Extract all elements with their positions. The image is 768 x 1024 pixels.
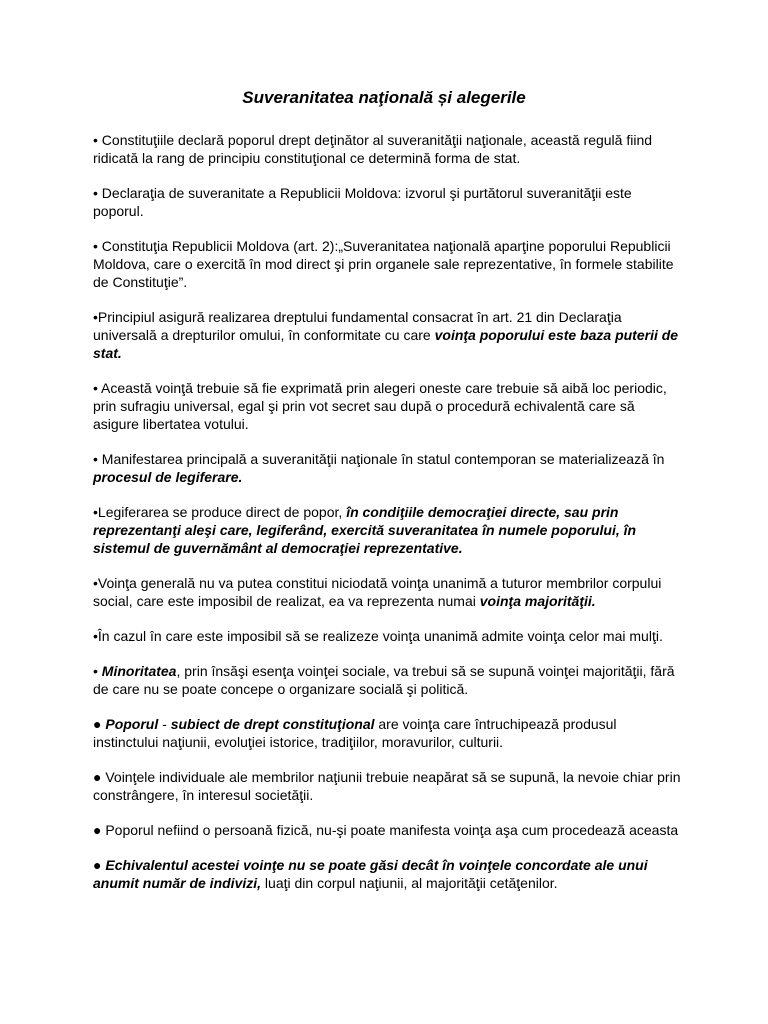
paragraph-text: ● Voinţele individuale ale membrilor naţiunii trebuie neapărat să se supună, la nevoie chiar prin constrângere, în interesul societăţii. [93, 769, 681, 803]
emphasis-text: Echivalentul acestei voinţe nu se poate găsi decât în voinţele concordate ale unui anumit număr de indivizi, [93, 857, 648, 891]
paragraph-text: • [93, 663, 102, 679]
emphasis-text: procesul de legiferare. [93, 469, 243, 485]
paragraph-text: , prin însăşi esenţa voinţei sociale, va trebui să se supună voinţei majorităţii, fără de care nu se poate concepe o organizare socială şi politică. [93, 663, 675, 697]
paragraph [93, 768, 683, 804]
document-body [93, 131, 683, 909]
paragraph [93, 715, 683, 751]
paragraph-text: • Manifestarea principală a suveranităţii naţionale în statul contemporan se materializează în [93, 451, 665, 467]
paragraph [93, 574, 683, 610]
paragraph-text: • Constituţia Republicii Moldova (art. 2):„Suveranitatea naţională aparţine poporului Republicii Moldova, care o exercită în mod direct şi prin organele sale reprezentative, în formele stabilite de Constituţie”. [93, 238, 674, 290]
paragraph-text: - [158, 716, 171, 732]
paragraph-text: •În cazul în care este imposibil să se realizeze voinţa unanimă admite voinţa celor mai mulţi. [93, 628, 663, 644]
paragraph-text: are voinţa care întruchipează produsul instinctului naţiunii, evoluţiei istorice, tradiţiilor, moravurilor, culturii. [93, 716, 617, 750]
paragraph-text: • Această voinţă trebuie să fie exprimată prin alegeri oneste care trebuie să aibă loc periodic, prin sufragiu universal, egal şi prin vot secret sau după o procedură echivalentă care să asigure libertatea votului. [93, 380, 667, 432]
paragraph [93, 662, 683, 698]
emphasis-text: voinţa poporului este baza puterii de stat. [93, 327, 679, 361]
paragraph [93, 237, 683, 291]
paragraph [93, 308, 683, 362]
paragraph-text: luaţi din corpul naţiunii, al majorităţii cetăţenilor. [261, 875, 558, 891]
document-title: Suveranitatea naţională și alegerile [242, 88, 526, 107]
paragraph [93, 503, 683, 557]
paragraph [93, 821, 683, 839]
emphasis-text: voinţa majorităţii. [479, 593, 596, 609]
paragraph [93, 379, 683, 433]
paragraph-text: •Legiferarea se produce direct de popor, [93, 504, 347, 520]
paragraph [93, 131, 683, 167]
emphasis-text: Minoritatea [101, 663, 177, 679]
paragraph-text: • Constituţiile declară poporul drept deţinător al suveranităţii naţionale, această regulă fiind ridicată la rang de principiu constituţional ce determină forma de stat. [93, 132, 653, 166]
emphasis-text: în condiţiile democraţiei directe, sau prin reprezentanţi aleşi care, legiferând, exercită suveranitatea în numele poporului, în sistemul de guvernământ al democraţiei reprezentative. [93, 504, 637, 556]
paragraph-text: ● [93, 716, 106, 732]
paragraph [93, 627, 683, 645]
paragraph [93, 184, 683, 220]
paragraph [93, 856, 683, 892]
paragraph-text: ● [93, 857, 106, 873]
emphasis-text: subiect de drept constituţional [170, 716, 375, 732]
paragraph-text: • Declaraţia de suveranitate a Republicii Moldova: izvorul şi purtătorul suveranităţii este poporul. [93, 185, 632, 219]
emphasis-text: Poporul [105, 716, 159, 732]
paragraph-text: •Principiul asigură realizarea dreptului fundamental consacrat în art. 21 din Declaraţia universală a drepturilor omului, în conformitate cu care [93, 309, 622, 343]
paragraph [93, 450, 683, 486]
paragraph-text: ● Poporul nefiind o persoană fizică, nu-şi poate manifesta voinţa aşa cum procedează aceasta [93, 822, 679, 838]
paragraph-text: •Voinţa generală nu va putea constitui niciodată voinţa unanimă a tuturor membrilor corpului social, care este imposibil de realizat, ea va reprezenta numai [93, 575, 662, 609]
